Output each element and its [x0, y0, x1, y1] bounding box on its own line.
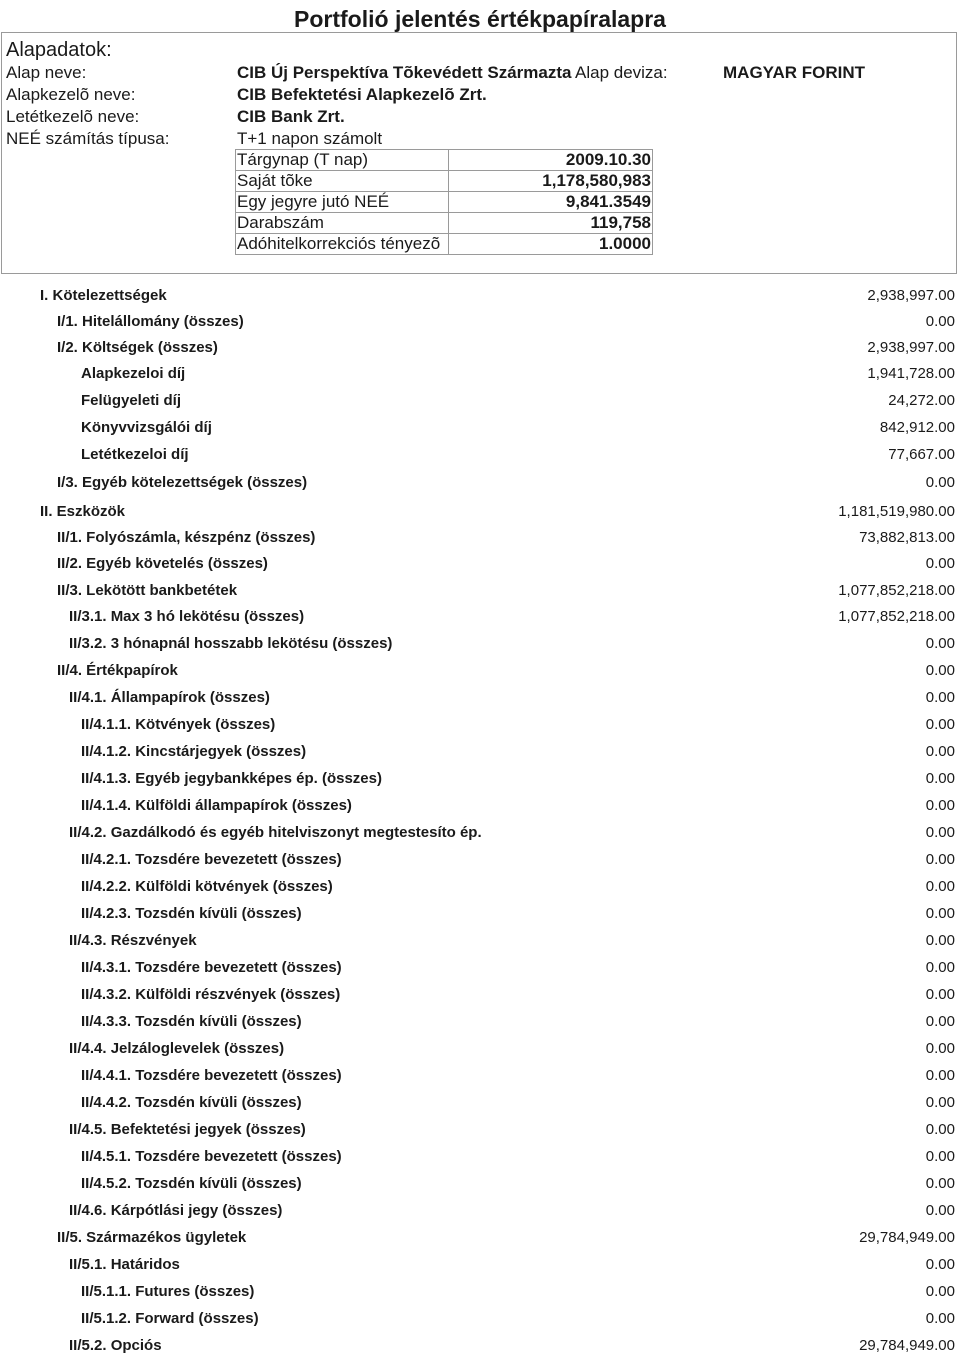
row-value: 0.00: [925, 1202, 955, 1219]
row-label: II/4.5.1. Tozsdére bevezetett (összes): [81, 1148, 342, 1165]
row-label: Alapkezeloi díj: [81, 365, 186, 382]
row-value: 1,077,852,218.00: [838, 608, 955, 625]
row-label: II/3.2. 3 hónapnál hosszabb lekötésu (összes): [69, 635, 393, 652]
row-value: 29,784,949.00: [859, 1229, 955, 1246]
table-row: [0, 742, 960, 762]
table-row: [0, 445, 960, 465]
table-row: [0, 1309, 960, 1329]
table-row: [0, 823, 960, 843]
table-row: [0, 607, 960, 627]
table-row: [0, 661, 960, 681]
row-value: 0.00: [925, 770, 955, 787]
value-alapkezelo-neve: CIB Befektetési Alapkezelõ Zrt.: [237, 85, 487, 104]
row-value: 0.00: [925, 1256, 955, 1273]
row-label: II/4.1.3. Egyéb jegybankképes ép. (összes): [81, 770, 382, 787]
row-label: II. Eszközök: [40, 503, 126, 520]
row-label: I/1. Hitelállomány (összes): [57, 313, 244, 330]
row-value: 0.00: [925, 878, 955, 895]
label-alapkezelo-neve: Alapkezelõ neve:: [6, 85, 136, 104]
summary-label: Darabszám: [236, 213, 449, 234]
table-row: [0, 364, 960, 384]
summary-label: Adóhitelkorrekciós tényezõ: [236, 234, 449, 255]
row-value: 0.00: [925, 1175, 955, 1192]
table-row: [0, 1336, 960, 1356]
summary-label: Saját tõke: [236, 171, 449, 192]
row-label: II/4.3. Részvények: [69, 932, 197, 949]
row-label: II/5.1.2. Forward (összes): [81, 1310, 259, 1327]
row-label: I/2. Költségek (összes): [57, 339, 218, 356]
row-value: 0.00: [925, 905, 955, 922]
table-row: [0, 958, 960, 978]
summary-value: 1,178,580,983: [449, 171, 653, 192]
row-label: II/4.5.2. Tozsdén kívüli (összes): [81, 1175, 302, 1192]
table-row: [0, 528, 960, 548]
row-value: 0.00: [925, 635, 955, 652]
row-label: II/3. Lekötött bankbetétek: [57, 582, 238, 599]
summary-value: 1.0000: [449, 234, 653, 255]
row-value: 1,941,728.00: [867, 365, 955, 382]
table-row: [0, 1066, 960, 1086]
table-row: [0, 931, 960, 951]
header-heading: Alapadatok:: [6, 39, 112, 61]
table-row: [0, 1201, 960, 1221]
summary-label: Tárgynap (T nap): [236, 150, 449, 171]
page-title: Portfolió jelentés értékpapíralapra: [294, 6, 666, 32]
row-value: 0.00: [925, 1040, 955, 1057]
row-value: 0.00: [925, 1121, 955, 1138]
row-label: II/4.5. Befektetési jegyek (összes): [69, 1121, 306, 1138]
table-row: [0, 769, 960, 789]
row-label: II/4.1. Állampapírok (összes): [69, 689, 270, 706]
table-row: [0, 554, 960, 574]
row-value: 0.00: [925, 313, 955, 330]
row-label: II/4.2.3. Tozsdén kívüli (összes): [81, 905, 302, 922]
row-label: II/5.1.1. Futures (összes): [81, 1283, 255, 1300]
row-label: II/5.2. Opciós: [69, 1337, 162, 1354]
table-row: [0, 338, 960, 358]
row-value: 0.00: [925, 932, 955, 949]
row-value: 0.00: [925, 851, 955, 868]
value-alap-deviza: MAGYAR FORINT: [723, 63, 865, 82]
row-value: 2,938,997.00: [867, 287, 955, 304]
row-label: II/4.1.4. Külföldi állampapírok (összes): [81, 797, 352, 814]
summary-row-nee: [236, 192, 653, 213]
summary-value: 2009.10.30: [449, 150, 653, 171]
summary-label: Egy jegyre jutó NEÉ: [236, 192, 449, 213]
row-value: 1,181,519,980.00: [838, 503, 955, 520]
row-label: II/4.2.1. Tozsdére bevezetett (összes): [81, 851, 342, 868]
table-row: [0, 473, 960, 493]
row-value: 77,667.00: [888, 446, 955, 463]
row-value: 0.00: [925, 662, 955, 679]
table-row: [0, 1039, 960, 1059]
table-row: [0, 1093, 960, 1113]
row-label: II/4.4.1. Tozsdére bevezetett (összes): [81, 1067, 342, 1084]
table-row: [0, 877, 960, 897]
row-label: Könyvvizsgálói díj: [81, 419, 212, 436]
row-label: II/4.2. Gazdálkodó és egyéb hitelviszonyt megtestesíto ép.: [69, 824, 482, 841]
label-alap-deviza: Alap deviza:: [575, 63, 668, 82]
table-row: [0, 634, 960, 654]
row-value: 0.00: [925, 689, 955, 706]
row-label: II/4.3.3. Tozsdén kívüli (összes): [81, 1013, 302, 1030]
table-row: [0, 1012, 960, 1032]
row-value: 0.00: [925, 1148, 955, 1165]
table-row: [0, 715, 960, 735]
row-value: 1,077,852,218.00: [838, 582, 955, 599]
table-row: [0, 1147, 960, 1167]
summary-row-darabszam: [236, 213, 653, 234]
row-label: II/2. Egyéb követelés (összes): [57, 555, 268, 572]
row-value: 2,938,997.00: [867, 339, 955, 356]
row-label: Felügyeleti díj: [81, 392, 182, 409]
row-value: 0.00: [925, 474, 955, 491]
label-alap-neve: Alap neve:: [6, 63, 87, 82]
row-label: II/5. Származékos ügyletek: [57, 1229, 247, 1246]
table-row: [0, 850, 960, 870]
label-nee-tipus: NEÉ számítás típusa:: [6, 129, 170, 148]
row-value: 0.00: [925, 1094, 955, 1111]
row-label: Letétkezeloi díj: [81, 446, 189, 463]
row-value: 842,912.00: [879, 419, 955, 436]
table-row: [0, 1282, 960, 1302]
summary-row-sajat-toke: [236, 171, 653, 192]
row-value: 0.00: [925, 743, 955, 760]
value-nee-tipus: T+1 napon számolt: [237, 129, 383, 148]
table-row: [0, 286, 960, 306]
row-value: 0.00: [925, 1310, 955, 1327]
row-label: II/4.4. Jelzáloglevelek (összes): [69, 1040, 285, 1057]
row-value: 0.00: [925, 797, 955, 814]
row-label: II/4.3.2. Külföldi részvények (összes): [81, 986, 341, 1003]
table-row: [0, 312, 960, 332]
row-value: 0.00: [925, 1067, 955, 1084]
value-letetkezelo-neve: CIB Bank Zrt.: [237, 107, 345, 126]
row-label: II/4. Értékpapírok: [57, 662, 178, 679]
summary-row-targynap: [236, 150, 653, 171]
row-value: 0.00: [925, 716, 955, 733]
table-row: [0, 418, 960, 438]
row-label: II/4.1.1. Kötvények (összes): [81, 716, 276, 733]
summary-row-adohitel: [236, 234, 653, 255]
table-row: [0, 1255, 960, 1275]
row-label: II/4.6. Kárpótlási jegy (összes): [69, 1202, 283, 1219]
table-row: [0, 985, 960, 1005]
table-row: [0, 581, 960, 601]
row-label: I. Kötelezettségek: [40, 287, 167, 304]
value-alap-neve: CIB Új Perspektíva Tõkevédett Származta: [237, 63, 572, 82]
row-label: II/1. Folyószámla, készpénz (összes): [57, 529, 316, 546]
summary-value: 119,758: [449, 213, 653, 234]
row-label: II/4.1.2. Kincstárjegyek (összes): [81, 743, 307, 760]
table-row: [0, 502, 960, 522]
row-label: II/4.2.2. Külföldi kötvények (összes): [81, 878, 333, 895]
row-label: II/3.1. Max 3 hó lekötésu (összes): [69, 608, 305, 625]
summary-value: 9,841.3549: [449, 192, 653, 213]
row-value: 0.00: [925, 824, 955, 841]
table-row: [0, 391, 960, 411]
table-row: [0, 796, 960, 816]
row-value: 0.00: [925, 1283, 955, 1300]
row-label: II/4.4.2. Tozsdén kívüli (összes): [81, 1094, 302, 1111]
row-value: 0.00: [925, 1013, 955, 1030]
row-value: 0.00: [925, 555, 955, 572]
table-row: [0, 688, 960, 708]
row-label: II/4.3.1. Tozsdére bevezetett (összes): [81, 959, 342, 976]
label-letetkezelo-neve: Letétkezelõ neve:: [6, 107, 140, 126]
row-label: I/3. Egyéb kötelezettségek (összes): [57, 474, 308, 491]
table-row: [0, 904, 960, 924]
row-value: 0.00: [925, 986, 955, 1003]
row-value: 73,882,813.00: [859, 529, 955, 546]
row-value: 29,784,949.00: [859, 1337, 955, 1354]
row-value: 0.00: [925, 959, 955, 976]
table-row: [0, 1228, 960, 1248]
row-value: 24,272.00: [888, 392, 955, 409]
summary-table: [235, 149, 653, 255]
table-row: [0, 1120, 960, 1140]
table-row: [0, 1174, 960, 1194]
row-label: II/5.1. Határidos: [69, 1256, 180, 1273]
